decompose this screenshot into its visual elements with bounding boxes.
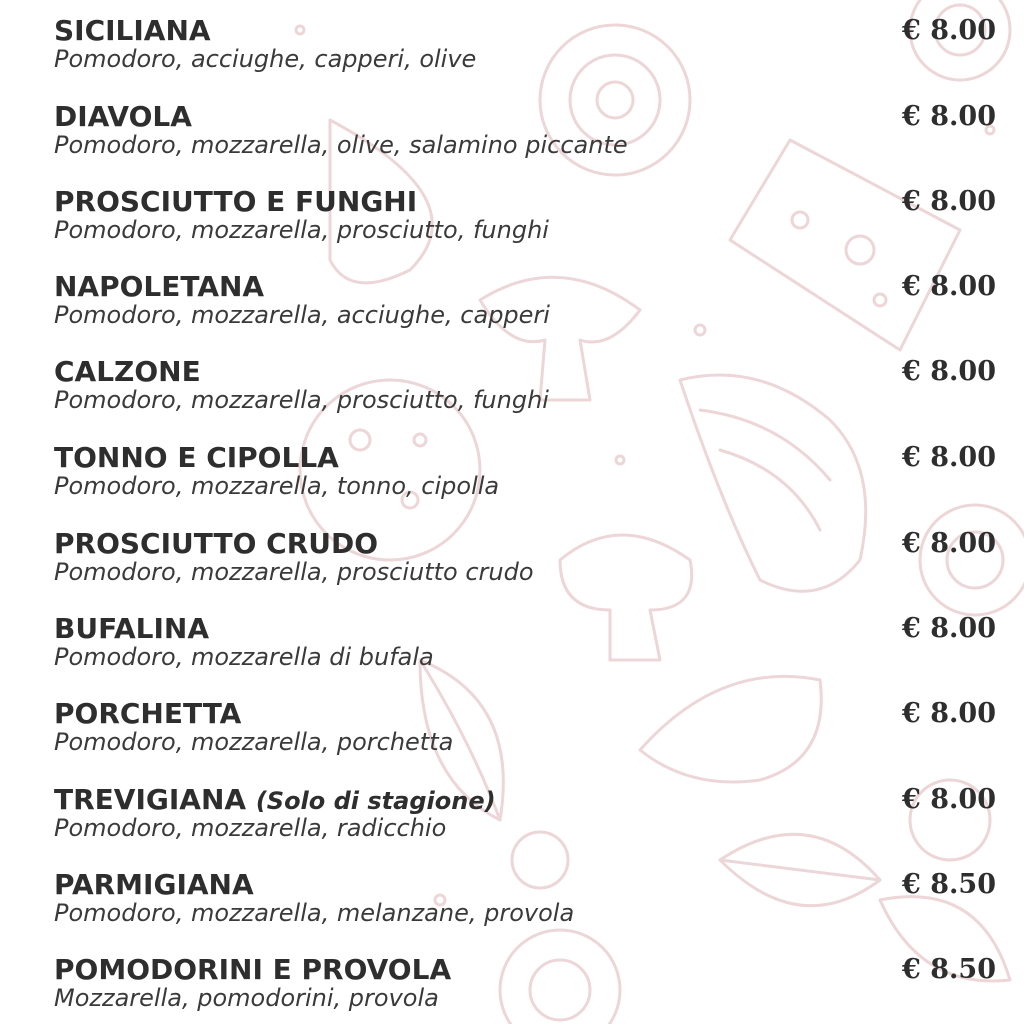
item-description: Pomodoro, mozzarella, prosciutto, funghi [54, 216, 549, 244]
item-price: € 8.00 [902, 271, 996, 302]
item-price: € 8.00 [902, 442, 996, 473]
item-price: € 8.50 [902, 954, 996, 985]
menu-item [54, 697, 1000, 777]
menu-item [54, 868, 1000, 948]
item-description: Pomodoro, mozzarella, tonno, cipolla [54, 472, 500, 500]
item-description: Pomodoro, mozzarella di bufala [54, 643, 434, 671]
item-name: PORCHETTA [54, 697, 242, 730]
item-name: TONNO E CIPOLLA [54, 441, 339, 474]
item-description: Pomodoro, acciughe, capperi, olive [54, 45, 477, 73]
menu-item [54, 355, 1000, 435]
menu-item [54, 783, 1000, 863]
menu-item [54, 441, 1000, 521]
item-name: CALZONE [54, 355, 201, 388]
item-name: BUFALINA [54, 612, 210, 645]
item-description: Pomodoro, mozzarella, acciughe, capperi [54, 301, 550, 329]
item-description: Pomodoro, mozzarella, porchetta [54, 728, 454, 756]
item-name: DIAVOLA [54, 100, 192, 133]
item-price: € 8.00 [902, 784, 996, 815]
item-price: € 8.00 [902, 186, 996, 217]
item-name: POMODORINI E PROVOLA [54, 953, 452, 986]
item-price: € 8.00 [902, 613, 996, 644]
item-description: Pomodoro, mozzarella, melanzane, provola [54, 899, 575, 927]
item-price: € 8.00 [902, 101, 996, 132]
item-name: TREVIGIANA [54, 783, 247, 816]
menu-item [54, 185, 1000, 265]
menu-item [54, 612, 1000, 692]
item-name: SICILIANA [54, 14, 211, 47]
menu-item [54, 14, 1000, 94]
item-description: Mozzarella, pomodorini, provola [54, 984, 439, 1012]
item-description: Pomodoro, mozzarella, prosciutto, funghi [54, 386, 549, 414]
item-price: € 8.50 [902, 869, 996, 900]
item-price: € 8.00 [902, 356, 996, 387]
item-name: PARMIGIANA [54, 868, 254, 901]
item-price: € 8.00 [902, 528, 996, 559]
item-name: PROSCIUTTO E FUNGHI [54, 185, 418, 218]
item-description: Pomodoro, mozzarella, radicchio [54, 814, 447, 842]
item-price: € 8.00 [902, 698, 996, 729]
item-price: € 8.00 [902, 15, 996, 46]
menu-item [54, 527, 1000, 607]
item-name: PROSCIUTTO CRUDO [54, 527, 379, 560]
item-description: Pomodoro, mozzarella, prosciutto crudo [54, 558, 534, 586]
menu-item [54, 100, 1000, 180]
item-name: NAPOLETANA [54, 270, 265, 303]
item-description: Pomodoro, mozzarella, olive, salamino piccante [54, 131, 628, 159]
item-note: (Solo di stagione) [255, 787, 496, 815]
menu-item [54, 270, 1000, 350]
menu-item [54, 953, 1000, 1033]
